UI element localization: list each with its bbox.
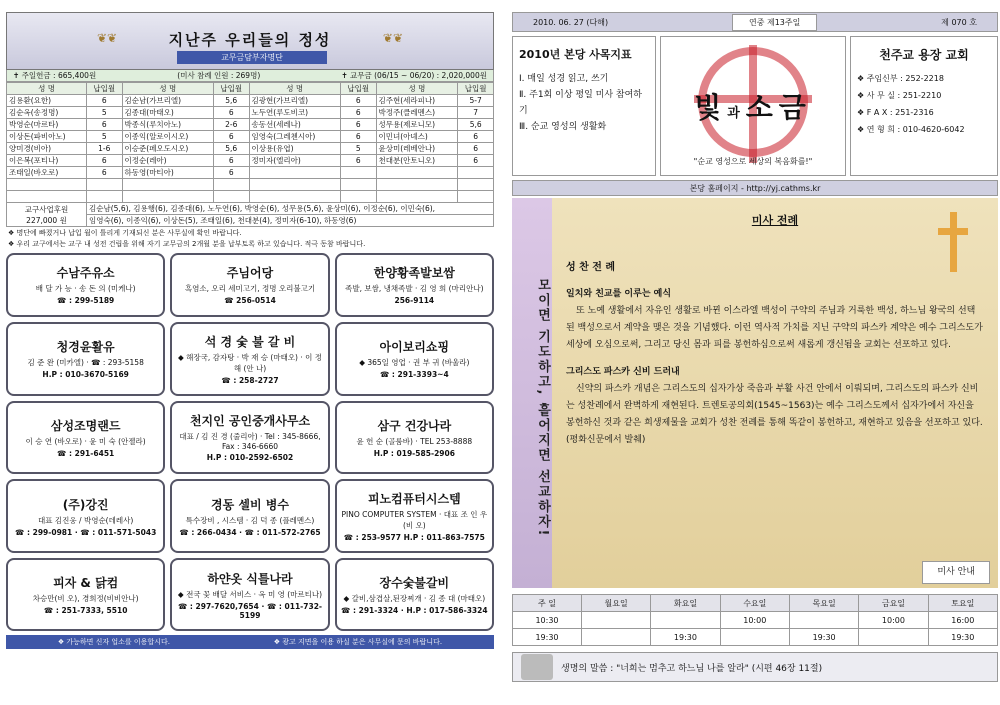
footer-note: ❖ 광고 지면을 이용 하실 분은 사무실에 문의 바랍니다. bbox=[273, 638, 443, 646]
article-paragraph: 신약의 파스카 개념은 그리스도의 십자가상 죽음과 부활 사건 안에서 이뤄되며, 그리스도의 파스카 신비는 성찬례에서 완벽하게 재현된다. 트렌토공의회(1545~1563)는 예수 그리스도께서 십자가에서 자신을 봉헌하신 것과 같은 희생제물을 교회가 성찬 전례를 통해 똑같이 봉헌하고, 재현하고 있음을 선포하고 있다.(평화신문에서 발췌) bbox=[566, 384, 983, 445]
pastoral-goals bbox=[512, 36, 656, 176]
ad-name: 주님어당 bbox=[226, 266, 274, 281]
ad-box bbox=[170, 322, 329, 397]
contact-line: ❖ 사 무 실 : 251-2210 bbox=[857, 91, 942, 100]
table-cell: 2-6 bbox=[213, 119, 249, 131]
table-cell: 김종대(마태오) bbox=[122, 107, 213, 119]
table-row bbox=[7, 119, 494, 131]
note: ❖ 우리 교구에서는 교구 내 성전 건립을 위해 자기 교무금의 2개월 분을 납부토록 하고 있습니다. 적극 동참 바랍니다. bbox=[8, 240, 366, 248]
schedule-day: 토요일 bbox=[928, 595, 997, 612]
ad-phone: ☎ : 291-3393~4 bbox=[379, 370, 449, 380]
schedule-day: 수요일 bbox=[720, 595, 789, 612]
schedule-row bbox=[513, 612, 998, 629]
word-of-life-text: 생명의 말씀 : "너희는 멈추고 하느님 나를 알라" (시편 46장 11절) bbox=[561, 663, 823, 674]
table-cell: 5 bbox=[340, 143, 376, 155]
ad-line: 족발, 보쌈, 냉채족발 · 김 영 희 (마리안나) bbox=[345, 284, 484, 294]
table-cell bbox=[458, 179, 494, 191]
table-cell: 성무용(제로니모) bbox=[376, 119, 458, 131]
subheading: 그리스도 파스카 신비 드러내 bbox=[566, 367, 680, 377]
fund-label: 교구사업후원 bbox=[24, 204, 69, 214]
table-cell bbox=[458, 167, 494, 179]
table-cell: 5,6 bbox=[213, 95, 249, 107]
ads-grid bbox=[6, 253, 494, 631]
ad-phone: ☎ : 299-5189 bbox=[57, 296, 115, 306]
ad-line: ◆ 365일 영업 · 권 부 귀 (바울라) bbox=[359, 358, 470, 368]
table-row bbox=[7, 179, 494, 191]
schedule-row bbox=[513, 629, 998, 646]
table-cell: 6 bbox=[213, 155, 249, 167]
ad-phone: ☎ : 251-7333, 5510 bbox=[43, 606, 128, 616]
table-cell: 김용환(요한) bbox=[7, 95, 87, 107]
ad-line: 배 달 가 능 · 송 돈 의 (미케나) bbox=[35, 284, 136, 294]
page-subtitle: 교무금담부자명단 bbox=[177, 51, 327, 64]
logo-text: 빛과소금 bbox=[694, 91, 812, 124]
schedule-time: 19:30 bbox=[513, 629, 582, 646]
article-area bbox=[512, 198, 998, 588]
contact-line: ❖ 주임신부 : 252-2218 bbox=[857, 74, 944, 83]
ad-name: 피자 & 닭컴 bbox=[53, 576, 119, 591]
table-cell: 임영숙(그레첸시아) bbox=[249, 131, 340, 143]
table-cell bbox=[340, 167, 376, 179]
table-cell bbox=[249, 179, 340, 191]
ad-phone: H.P : 010-3670-5169 bbox=[42, 370, 129, 380]
offering-total: ✝ 주일헌금 : 665,400원 bbox=[13, 71, 97, 80]
table-cell: 6 bbox=[458, 143, 494, 155]
table-cell bbox=[213, 191, 249, 203]
table-cell: 조태일(바오로) bbox=[7, 167, 87, 179]
schedule-time bbox=[789, 612, 858, 629]
parish-fee-total: ✝ 교무금 (06/15 ~ 06/20) : 2,020,000원 bbox=[341, 71, 487, 80]
ad-line: 대표 / 김 진 경 (줄리아) · Tel : 345-8666, Fax : 346-6660 bbox=[179, 432, 321, 452]
column-header: 납입월 bbox=[340, 83, 376, 95]
table-cell: 5 bbox=[87, 107, 123, 119]
ad-phone: H.P : 019-585-2906 bbox=[373, 448, 455, 458]
schedule-day: 주 일 bbox=[513, 595, 582, 612]
table-cell: 박정주(클레멘스) bbox=[376, 107, 458, 119]
table-cell: 김순남(가브리엘) bbox=[122, 95, 213, 107]
ad-box bbox=[170, 479, 329, 554]
mass-info-label: 미사 안내 bbox=[922, 561, 990, 584]
table-cell: 6 bbox=[213, 167, 249, 179]
ad-phone: ☎ 256-0514 bbox=[224, 296, 276, 306]
ad-name: 석 경 숯 불 갈 비 bbox=[204, 334, 296, 349]
ad-box bbox=[170, 253, 329, 317]
ad-line: PINO COMPUTER SYSTEM · 대표 조 인 우 (비 오) bbox=[341, 510, 488, 531]
page-title: 지난주 우리들의 정성 bbox=[168, 31, 332, 49]
table-cell: 양미경(비아) bbox=[7, 143, 87, 155]
ad-name: 삼성조명랜드 bbox=[50, 418, 121, 433]
table-cell: 6 bbox=[340, 155, 376, 167]
table-cell: 이상돈(파비아노) bbox=[7, 131, 87, 143]
schedule-time: 19:30 bbox=[789, 629, 858, 646]
ad-phone: ☎ : 291-6451 bbox=[57, 448, 115, 458]
table-cell bbox=[249, 167, 340, 179]
ad-line: 이 승 연 (바오로) · 윤 미 숙 (안젤라) bbox=[25, 436, 146, 446]
footer-note: ❖ 가능하면 신자 업소를 이용합시다. bbox=[57, 638, 170, 646]
table-cell: 송동선(세레나) bbox=[249, 119, 340, 131]
ad-phone: 256-9114 bbox=[394, 296, 435, 306]
contact-line: ❖ 연 형 희 : 010-4620-6042 bbox=[857, 125, 965, 134]
article-paragraph: 또 노예 생활에서 자유인 생활로 바뀐 이스라엘 백성이 구약의 주님과 거룩한 백성, 하느님 왕국의 선택된 백성으로서 계약을 맺은 것을 기념했다. 이런 역사적 가치를 지닌 구약의 파스카 계약은 예수 그리스도가 세상에 오심으로써, 그리고 당신 몸과 피를 봉헌하심으로써 새롭게 갱신됨을 교회는 선포하고 있다. bbox=[566, 306, 983, 350]
table-cell: 7 bbox=[458, 107, 494, 119]
vertical-slogan: 모이면 기도하고, 흩어지면 선교하자! bbox=[512, 198, 552, 588]
table-cell bbox=[376, 191, 458, 203]
table-cell bbox=[122, 191, 213, 203]
table-cell: 이민녀(아녜스) bbox=[376, 131, 458, 143]
table-cell: 6 bbox=[213, 131, 249, 143]
ad-phone: H.P : 010-2592-6502 bbox=[206, 453, 294, 463]
ad-line: 흑염소, 오리 세미고기, 정명 오리불고기 bbox=[184, 284, 316, 294]
goal-item: Ⅲ. 순교 영성의 생활화 bbox=[519, 122, 607, 132]
church-name: 천주교 용장 교회 bbox=[879, 48, 969, 62]
table-cell: 천대분(안토니오) bbox=[376, 155, 458, 167]
ad-line: 특수장비 , 시스템 · 김 덕 종 (플레멘스) bbox=[185, 515, 315, 525]
schedule-day: 금요일 bbox=[859, 595, 928, 612]
table-cell: 1-6 bbox=[87, 143, 123, 155]
table-cell: 5,6 bbox=[458, 119, 494, 131]
column-header: 납입월 bbox=[458, 83, 494, 95]
masthead bbox=[512, 36, 998, 176]
schedule-time: 19:30 bbox=[651, 629, 720, 646]
ad-name: 경동 셀비 병수 bbox=[211, 497, 289, 512]
ad-name: 아이보리쇼핑 bbox=[379, 340, 450, 355]
table-cell: 김순옥(송정명) bbox=[7, 107, 87, 119]
ad-name: (주)강진 bbox=[62, 497, 109, 512]
ad-phone: ☎ : 266-0434 · ☎ : 011-572-2765 bbox=[179, 527, 321, 537]
ad-box bbox=[170, 558, 329, 631]
column-header: 성 명 bbox=[7, 83, 87, 95]
table-cell: 6 bbox=[340, 119, 376, 131]
ad-line: 윤 헌 순 (골룸바) · TEL 253-8888 bbox=[356, 436, 473, 446]
schedule-time bbox=[581, 612, 650, 629]
bulletin-logo bbox=[660, 36, 846, 176]
schedule-time: 10:00 bbox=[859, 612, 928, 629]
mass-schedule bbox=[512, 594, 998, 646]
table-cell: 6 bbox=[458, 131, 494, 143]
schedule-time: 16:00 bbox=[928, 612, 997, 629]
column-header: 성 명 bbox=[249, 83, 340, 95]
table-cell: 박종식(루치아노) bbox=[122, 119, 213, 131]
table-cell: 6 bbox=[87, 167, 123, 179]
ad-phone: ☎ : 299-0981 · ☎ : 011-571-5043 bbox=[15, 527, 157, 537]
table-cell: 5-7 bbox=[458, 95, 494, 107]
contact-line: ❖ F A X : 251-2316 bbox=[857, 108, 934, 117]
ad-name: 하얀옷 식틀나라 bbox=[207, 571, 293, 586]
table-cell bbox=[87, 179, 123, 191]
column-header: 납입월 bbox=[87, 83, 123, 95]
ad-phone: ☎ : 291-3324 · H.P : 017-586-3324 bbox=[341, 606, 488, 616]
table-cell: 6 bbox=[87, 95, 123, 107]
table-cell: 이상용(유엽) bbox=[249, 143, 340, 155]
cross-icon bbox=[938, 212, 968, 272]
issue-date: 2010. 06. 27 (다해) bbox=[533, 17, 609, 27]
article bbox=[552, 198, 998, 588]
ad-line: ◆ 해장국, 감자탕 · 박 재 승 (마태오) · 이 정 해 (안 나) bbox=[177, 352, 323, 373]
ad-box bbox=[6, 322, 165, 397]
table-cell: 정미자(엘리아) bbox=[249, 155, 340, 167]
table-row bbox=[7, 191, 494, 203]
schedule-time: 10:00 bbox=[720, 612, 789, 629]
subheading: 일치와 친교를 이루는 예식 bbox=[566, 289, 672, 299]
ad-name: 피노컴퓨터시스템 bbox=[367, 492, 461, 507]
ad-box bbox=[335, 322, 494, 397]
ad-box bbox=[6, 253, 165, 317]
table-row bbox=[7, 95, 494, 107]
ad-line: 대표 김진웅 / 박영순(데레사) bbox=[38, 515, 134, 525]
table-cell: 6 bbox=[458, 155, 494, 167]
ad-box bbox=[6, 479, 165, 554]
ad-box bbox=[6, 401, 165, 474]
table-cell bbox=[458, 191, 494, 203]
goal-item: Ⅰ. 매일 성경 읽고, 쓰기 bbox=[519, 74, 609, 84]
attendance-count: (미사 참례 인원 : 269명) bbox=[177, 71, 261, 80]
table-row bbox=[7, 167, 494, 179]
table-cell: 6 bbox=[213, 107, 249, 119]
schedule-day: 목요일 bbox=[789, 595, 858, 612]
column-header: 성 명 bbox=[376, 83, 458, 95]
tithe-table bbox=[6, 82, 494, 227]
church-info bbox=[850, 36, 998, 176]
table-cell: 이은복(포티나) bbox=[7, 155, 87, 167]
table-cell bbox=[340, 179, 376, 191]
table-cell: 6 bbox=[340, 131, 376, 143]
ad-name: 청경윤활유 bbox=[56, 340, 115, 355]
table-cell bbox=[7, 179, 87, 191]
table-cell: 박영순(마르타) bbox=[7, 119, 87, 131]
table-cell: 6 bbox=[340, 95, 376, 107]
ad-phone: ☎ : 253-9577 H.P : 011-863-7575 bbox=[343, 533, 485, 543]
word-of-life bbox=[512, 652, 998, 682]
table-cell: 6 bbox=[87, 155, 123, 167]
issue-bar bbox=[512, 12, 998, 32]
article-title: 미사 전례 bbox=[751, 214, 799, 227]
ornament-icon: ❦❦ bbox=[97, 31, 118, 45]
left-page bbox=[6, 12, 494, 696]
table-cell bbox=[340, 191, 376, 203]
table-cell: 윤상미(레베안나) bbox=[376, 143, 458, 155]
ad-line: ◆ 전국 꽃 배달 서비스 · 옥 미 영 (마르티나) bbox=[177, 589, 323, 599]
table-cell bbox=[376, 167, 458, 179]
table-cell bbox=[213, 179, 249, 191]
schedule-time bbox=[651, 612, 720, 629]
fund-names: 김순남(5,6), 김용행(6), 김종대(6), 노두연(6), 박영순(6), 성무용(5,6), 윤상미(6), 이정순(6), 이민숙(6), bbox=[87, 203, 494, 215]
table-cell: 김광현(가브리엘) bbox=[249, 95, 340, 107]
table-cell: 김주현(세라피나) bbox=[376, 95, 458, 107]
table-cell bbox=[376, 179, 458, 191]
schedule-day: 화요일 bbox=[651, 595, 720, 612]
schedule-time bbox=[859, 629, 928, 646]
schedule-time: 10:30 bbox=[513, 612, 582, 629]
ad-line: 김 준 완 (미카엘) · ☎ : 293-5158 bbox=[27, 358, 144, 368]
ad-name: 삼구 건강나라 bbox=[377, 418, 452, 433]
table-cell: 6 bbox=[87, 119, 123, 131]
ornament-icon: ❦❦ bbox=[382, 31, 403, 45]
liturgical-week: 연중 제13주일 bbox=[732, 14, 817, 31]
left-header bbox=[6, 12, 494, 70]
column-header: 성 명 bbox=[122, 83, 213, 95]
totals-bar bbox=[6, 70, 494, 82]
ad-line: ◆ 갈비,삼겹살,된장찌개 · 김 종 대 (마태오) bbox=[343, 594, 486, 604]
ad-box bbox=[6, 558, 165, 631]
section-heading: 성 찬 전 례 bbox=[566, 262, 616, 273]
fund-names: 임영숙(6), 이종익(6), 이상돈(5), 조태일(6), 천대분(4), 정미자(6-10), 하동영(6) bbox=[87, 215, 494, 227]
ad-phone: ☎ : 258-2727 bbox=[221, 375, 279, 385]
goal-item: Ⅱ. 주1회 이상 평일 미사 참여하기 bbox=[519, 90, 642, 116]
schedule-time bbox=[720, 629, 789, 646]
ad-name: 장수숯불갈비 bbox=[379, 576, 450, 591]
ad-box bbox=[170, 401, 329, 474]
table-row bbox=[7, 143, 494, 155]
table-cell: 하동영(마티아) bbox=[122, 167, 213, 179]
fund-amount: 227,000 원 bbox=[26, 215, 67, 225]
motto: "순교 영성으로 세상의 복음화를!" bbox=[693, 157, 813, 166]
issue-number: 제 070 호 bbox=[941, 17, 977, 27]
table-cell bbox=[87, 191, 123, 203]
table-cell: 5,6 bbox=[213, 143, 249, 155]
schedule-time bbox=[581, 629, 650, 646]
column-header: 납입월 bbox=[213, 83, 249, 95]
homepage-link[interactable]: 본당 홈페이지 - http://yj.cathms.kr bbox=[512, 180, 998, 196]
left-footer bbox=[6, 635, 494, 649]
ad-box bbox=[335, 253, 494, 317]
goals-title: 2010년 본당 사목지표 bbox=[519, 48, 632, 61]
ad-name: 한양황족발보쌈 bbox=[373, 266, 455, 281]
table-cell: 이승준(페오도시오) bbox=[122, 143, 213, 155]
table-cell: 노두연(루도비코) bbox=[249, 107, 340, 119]
notes bbox=[6, 228, 494, 250]
ad-phone: ☎ : 297-7620,7654 · ☎ : 011-732-5199 bbox=[177, 601, 323, 620]
right-page bbox=[512, 12, 998, 696]
ad-line: 차승만(비 오), 경희정(비비안나) bbox=[32, 594, 139, 604]
fund-cell bbox=[7, 203, 87, 227]
ad-name: 수남주유소 bbox=[56, 266, 115, 281]
table-cell: 이정순(레아) bbox=[122, 155, 213, 167]
table-cell: 5 bbox=[87, 131, 123, 143]
table-row bbox=[7, 107, 494, 119]
table-row bbox=[7, 155, 494, 167]
schedule-time: 19:30 bbox=[928, 629, 997, 646]
table-cell bbox=[7, 191, 87, 203]
ad-box bbox=[335, 479, 494, 554]
table-row bbox=[7, 131, 494, 143]
ad-name: 천지인 공인중개사무소 bbox=[189, 414, 311, 429]
ad-box bbox=[335, 558, 494, 631]
portrait-icon bbox=[521, 654, 553, 680]
ad-box bbox=[335, 401, 494, 474]
table-cell: 이종익(알로이시오) bbox=[122, 131, 213, 143]
schedule-day: 월요일 bbox=[581, 595, 650, 612]
table-cell bbox=[122, 179, 213, 191]
note: ❖ 명단에 빠졌거나 납입 월이 틀리게 기재되신 분은 사무실에 확인 바랍니다. bbox=[8, 229, 242, 237]
table-cell bbox=[249, 191, 340, 203]
table-cell: 6 bbox=[340, 107, 376, 119]
